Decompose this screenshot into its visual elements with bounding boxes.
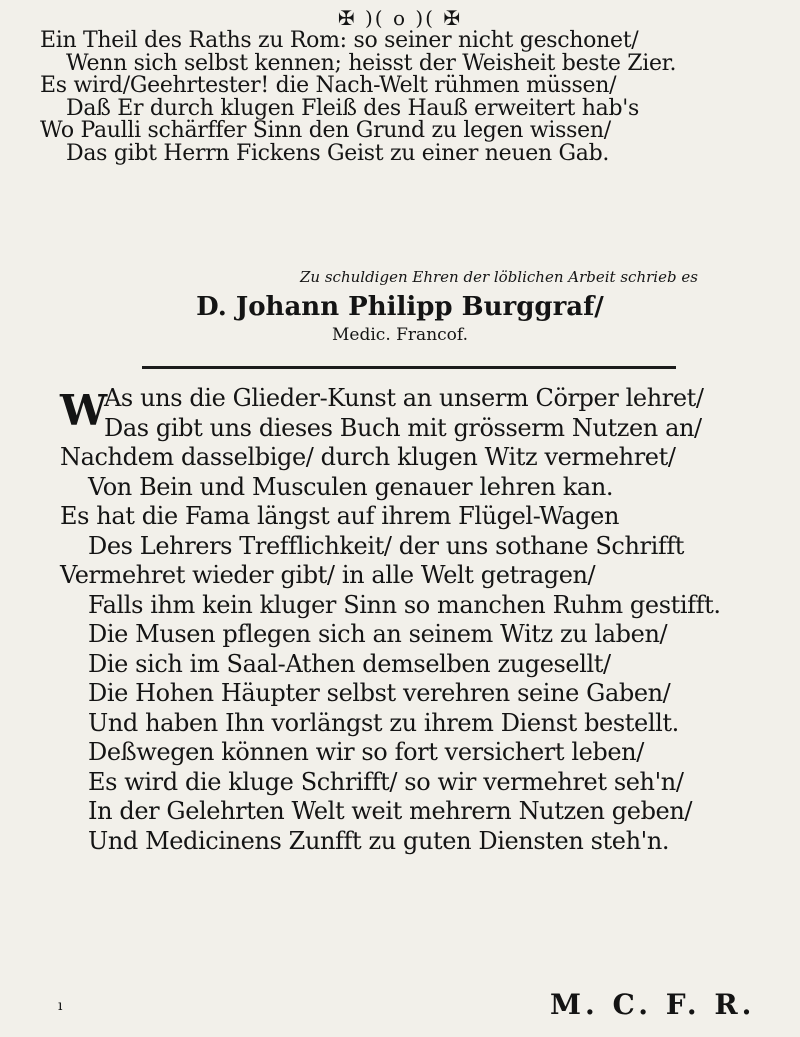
author-name: D. Johann Philipp Burggraf/ — [196, 292, 604, 322]
poem-line: Es wird die kluge Schrifft/ so wir vermehret seh'n/ — [88, 767, 684, 796]
poem-line: Die Hohen Häupter selbst verehren seine Gaben/ — [88, 679, 671, 707]
poem-line: Wenn sich selbst kennen; heisst der Weisheit beste Zier. — [66, 50, 677, 76]
poem-line: Ein Theil des Raths zu Rom: so seiner nicht geschonet/ — [40, 28, 639, 53]
poem-line: In der Gelehrten Welt weit mehrern Nutzen geben/ — [88, 797, 693, 825]
first-poem — [40, 30, 780, 165]
poem-line: Wo Paulli schärffer Sinn den Grund zu legen wissen/ — [40, 118, 611, 143]
poem-line: Die sich im Saal-Athen demselben zugesellt/ — [88, 649, 611, 678]
poem-line: As uns die Glieder-Kunst an unserm Cörper lehret/ — [104, 384, 704, 412]
poem-line: Falls ihm kein kluger Sinn so manchen Ruhm gestifft. — [88, 590, 721, 619]
decorative-initial: W — [60, 386, 108, 435]
poem-line: Daß Er durch klugen Fleiß des Hauß erweitert hab's — [66, 95, 639, 121]
header-ornament: ✠ )( o )( ✠ — [337, 6, 463, 30]
poem-line: Es wird/Geehrtester! die Nach-Welt rühmen müssen/ — [40, 73, 617, 98]
divider-rule — [142, 366, 676, 369]
dedication-line: Zu schuldigen Ehren der löblichen Arbeit schrieb es — [300, 268, 698, 286]
poem-line: Deßwegen können wir so fort versichert leben/ — [88, 738, 644, 766]
poem-line: Es hat die Fama längst auf ihrem Flügel-Wagen — [60, 502, 620, 530]
poem-line: Das gibt Herrn Fickens Geist zu einer neuen Gab. — [66, 140, 610, 166]
signature-initials: M. C. F. R. — [550, 988, 756, 1021]
second-poem — [60, 384, 780, 856]
poem-line: Vermehret wieder gibt/ in alle Welt getragen/ — [60, 561, 596, 589]
page-mark: ı — [58, 998, 63, 1014]
poem-line: Die Musen pflegen sich an seinem Witz zu laben/ — [88, 620, 668, 648]
author-affiliation: Medic. Francof. — [332, 325, 468, 345]
poem-line: Nachdem dasselbige/ durch klugen Witz vermehret/ — [60, 443, 676, 471]
poem-line: Und Medicinens Zunfft zu guten Diensten steh'n. — [88, 826, 670, 855]
poem-line: Das gibt uns dieses Buch mit grösserm Nutzen an/ — [104, 413, 702, 442]
poem-line: Und haben Ihn vorlängst zu ihrem Dienst bestellt. — [88, 708, 679, 737]
poem-line: Von Bein und Musculen genauer lehren kan. — [88, 472, 614, 501]
poem-line: Des Lehrers Trefflichkeit/ der uns sothane Schrifft — [88, 531, 685, 560]
